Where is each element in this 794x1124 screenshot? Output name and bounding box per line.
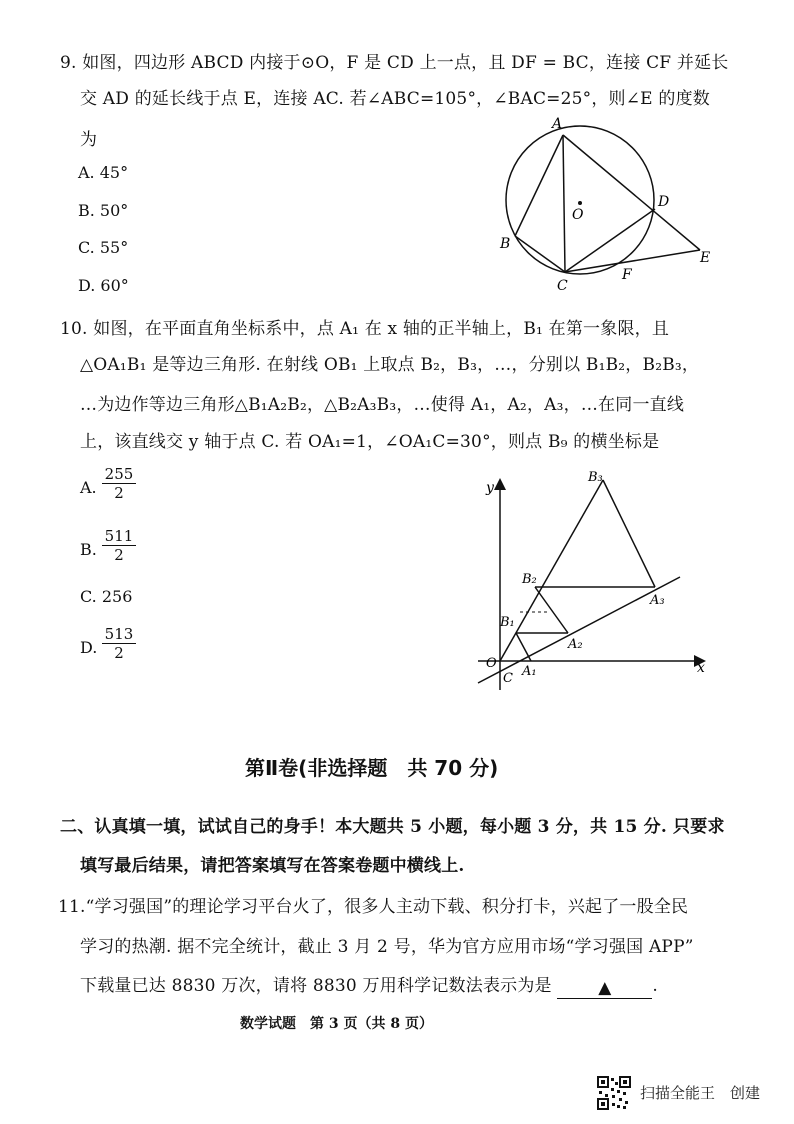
q9-option-b: B. 50°: [78, 201, 129, 220]
circle-o: [506, 126, 654, 274]
label-d: D: [658, 194, 670, 210]
q9-line-1: 9. 如图，四边形 ABCD 内接于⊙O，F 是 CD 上一点，且 DF = BC，连接 CF 并延长: [60, 53, 729, 73]
q10-option-b-letter: B.: [80, 540, 97, 559]
label-a1: A₁: [522, 664, 537, 679]
label-c: C: [557, 278, 568, 292]
label-c: C: [503, 671, 513, 686]
label-f: F: [622, 267, 632, 283]
segment-bc: [515, 236, 565, 272]
label-x: x: [697, 660, 705, 676]
q10-line-2: △OA₁B₁ 是等边三角形. 在射线 OB₁ 上取点 B₂，B₃，…，分别以 B₁B₂，B₂B₃，: [80, 355, 700, 375]
q11-line-1: 11.“学习强国”的理论学习平台火了，很多人主动下载、积分打卡，兴起了一股全民: [58, 897, 689, 917]
label-b: B: [500, 236, 511, 252]
label-b2: B₂: [522, 572, 537, 587]
q11-line-2: 学习的热潮. 据不完全统计，截止 3 月 2 号，华为官方应用市场“学习强国 APP”: [80, 937, 694, 957]
q10-coordinate-figure: [470, 468, 715, 693]
q10-option-d-fraction: [102, 625, 136, 662]
q10-option-b-num: 511: [102, 527, 136, 546]
q9-option-d: D. 60°: [78, 276, 129, 295]
q10-option-d-den: 2: [114, 644, 124, 662]
center-dot: [578, 201, 582, 205]
q9-line-3: 为: [80, 130, 98, 150]
blank-marker: ▲: [598, 978, 612, 998]
section-title: 第Ⅱ卷(非选择题 共 70 分): [245, 756, 499, 780]
answer-blank: [557, 978, 652, 999]
scanner-credit: 扫描全能王 创建: [640, 1084, 761, 1102]
triangle-3-side-b3a3: [603, 480, 655, 587]
label-e: E: [700, 250, 711, 266]
part2-instruction-line-2: 填写最后结果，请把答案填写在答案卷题中横线上.: [80, 856, 465, 876]
q10-line-3: …为边作等边三角形△B₁A₂B₂，△B₂A₃B₃，…使得 A₁，A₂，A₃，…在同一直线: [80, 395, 685, 415]
q11-end-period: .: [652, 976, 658, 996]
q10-option-d-letter: D.: [80, 638, 98, 657]
segment-ab: [515, 135, 563, 236]
q10-option-d-num: 513: [102, 625, 136, 644]
segment-ae: [563, 135, 700, 250]
q11-line-3-text: 下载量已达 8830 万次，请将 8830 万用科学记数法表示为是: [80, 976, 552, 996]
page-footer: 数学试题 第 3 页（共 8 页）: [240, 1016, 433, 1032]
qr-code-icon: [597, 1076, 631, 1110]
q10-option-a-letter: A.: [80, 478, 97, 497]
label-origin: O: [486, 656, 497, 671]
q10-option-a-fraction: [102, 465, 136, 502]
q10-line-1: 10. 如图，在平面直角坐标系中，点 A₁ 在 x 轴的正半轴上，B₁ 在第一象限，且: [60, 319, 670, 339]
q10-option-b-fraction: [102, 527, 136, 564]
q10-line-4: 上，该直线交 y 轴于点 C. 若 OA₁=1，∠OA₁C=30°，则点 B₉ 的横坐标是: [80, 432, 660, 452]
part2-instruction-line-1: 二、认真填一填，试试自己的身手！本大题共 5 小题，每小题 3 分，共 15 分. 只要求: [60, 817, 725, 837]
q10-option-a-num: 255: [102, 465, 136, 484]
segment-ce: [565, 250, 700, 272]
q9-option-c: C. 55°: [78, 238, 129, 257]
label-o: O: [572, 207, 584, 223]
label-a2: A₂: [568, 637, 583, 652]
q9-option-a: A. 45°: [78, 163, 129, 182]
segment-ac: [563, 135, 565, 272]
ray-ob: [500, 480, 603, 661]
label-b1: B₁: [500, 615, 515, 630]
q10-option-b-den: 2: [114, 546, 124, 564]
q9-line-2: 交 AD 的延长线于点 E，连接 AC. 若∠ABC=105°，∠BAC=25°，则∠E 的度数: [80, 89, 710, 109]
label-a3: A₃: [650, 593, 665, 608]
label-b3: B₃: [588, 470, 603, 485]
q11-line-3: [80, 971, 658, 997]
q10-option-a-den: 2: [114, 484, 124, 502]
label-a: A: [552, 116, 563, 132]
triangle-2-side-b2a2: [535, 587, 568, 633]
q10-option-c: C. 256: [80, 587, 133, 606]
label-y: y: [486, 480, 494, 496]
triangle-1-side-b1a1: [516, 633, 531, 661]
q9-circle-figure: [490, 112, 730, 292]
